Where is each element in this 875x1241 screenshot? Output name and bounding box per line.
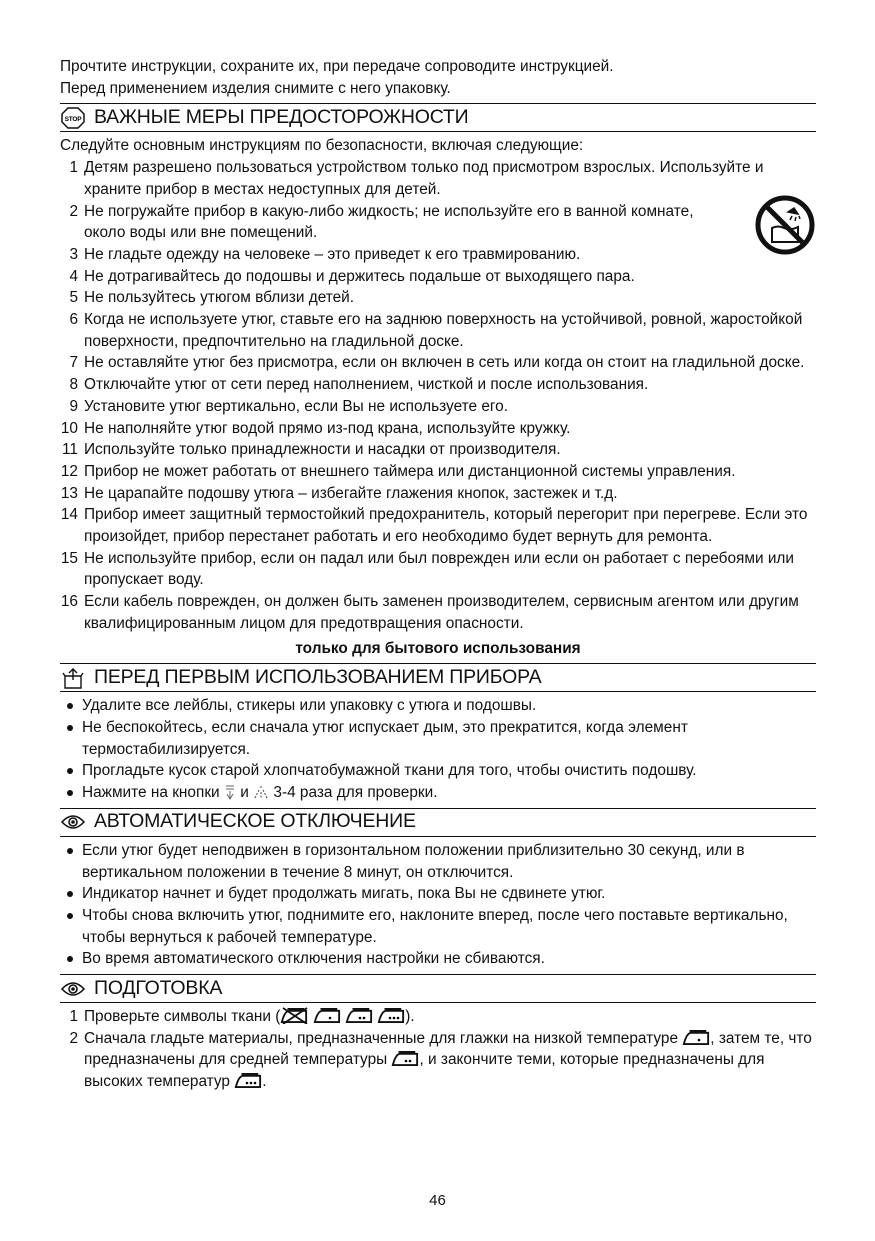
svg-text:STOP: STOP [64, 115, 82, 123]
intro-line: Прочтите инструкции, сохраните их, при передаче сопроводите инструкцией. [60, 58, 614, 75]
item-number: 12 [60, 462, 78, 480]
preparation-list [60, 1006, 816, 1093]
item-text: Во время автоматического отключения настройки не сбиваются. [82, 950, 545, 968]
item-text: Не дотрагивайтесь до подошвы и держитесь подальше от выходящего пара. [84, 267, 635, 285]
item-text: . [262, 1073, 267, 1091]
list-item [60, 591, 816, 634]
list-item [60, 461, 816, 483]
list-item [60, 309, 816, 352]
section-heading-auto-off [60, 808, 816, 837]
list-item [60, 695, 816, 717]
list-item [60, 717, 816, 760]
item-text: Не оставляйте утюг без присмотра, если он включен в сеть или когда он стоит на гладильной доске. [84, 354, 805, 372]
item-text: Прибор имеет защитный термостойкий предохранитель, который перегорит при перегреве. Если это произойдет, прибор перестанет работать и его необходимо будет вернуть для ремонта. [84, 506, 808, 546]
item-text: Не беспокойтесь, если сначала утюг испускает дым, это прекратится, когда элемент термостабилизируется. [82, 718, 688, 758]
item-number: 16 [60, 593, 78, 611]
item-number: 2 [69, 202, 78, 220]
spray-button-icon [253, 784, 269, 800]
item-text: Если утюг будет неподвижен в горизонтальном положении приблизительно 30 секунд, или в вертикальном положении в течение 8 минут, он отключится. [82, 841, 745, 881]
section-title: ПЕРЕД ПЕРВЫМ ИСПОЛЬЗОВАНИЕМ ПРИБОРА [94, 665, 542, 688]
item-text: Установите утюг вертикально, если Вы не используете его. [84, 397, 508, 415]
list-item [60, 504, 816, 547]
item-text: , затем те, что предназначены для средней температуры [84, 1029, 812, 1069]
item-number: 8 [69, 376, 78, 394]
item-number: 13 [60, 484, 78, 502]
section-heading-first-use [60, 663, 816, 692]
eye-icon [60, 811, 86, 833]
item-text: Проверьте символы ткани ( [84, 1008, 281, 1026]
item-text: Нажмите на кнопки [82, 784, 220, 802]
list-item [60, 287, 816, 309]
list-item [60, 244, 816, 266]
item-text: Не погружайте прибор в какую-либо жидкость; не используйте его в ванной комнате, около воды или вне помещений. [84, 202, 694, 242]
item-text: Прогладьте кусок старой хлопчатобумажной ткани для того, чтобы очистить подошву. [82, 762, 697, 780]
item-text: Сначала гладьте материалы, предназначенные для глажки на низкой температуре [84, 1029, 679, 1047]
item-number: 9 [69, 397, 78, 415]
no-bath-warning-icon [754, 194, 816, 263]
first-use-list-last [60, 782, 816, 804]
eye-icon [60, 978, 86, 1000]
unbox-icon [60, 667, 86, 689]
list-item [60, 439, 816, 461]
item-text: Когда не используете утюг, ставьте его на заднюю поверхность на устойчивой, ровной, жаростойкой поверхности, предпочтительно на гладильной доске. [84, 311, 803, 350]
stop-sign-icon [60, 107, 86, 129]
household-use-note: только для бытового использования [295, 639, 581, 657]
list-item: 1 Проверьте символы ткани ( ). [69, 1008, 415, 1026]
first-use-list [60, 695, 816, 782]
section-title: ПОДГОТОВКА [94, 976, 223, 999]
item-number: 11 [62, 441, 78, 459]
iron-low-icon [682, 1029, 710, 1046]
list-item [60, 948, 816, 970]
item-text: Детям разрешено пользоваться устройством только под присмотром взрослых. Используйте и храните прибор в местах недоступных для детей. [84, 159, 764, 198]
item-text: Отключайте утюг от сети перед наполнением, чисткой и после использования. [84, 376, 649, 394]
section-heading-preparation [60, 974, 816, 1003]
item-number: 15 [60, 549, 78, 567]
page-number: 46 [429, 1192, 446, 1209]
item-text: , и закончите теми, которые предназначены для высоких температур [84, 1051, 765, 1091]
document-page [60, 56, 816, 1093]
item-text: ). [405, 1008, 415, 1026]
item-text: Используйте только принадлежности и насадки от производителя. [84, 441, 561, 459]
steam-button-icon [224, 784, 236, 800]
section-title: ВАЖНЫЕ МЕРЫ ПРЕДОСТОРОЖНОСТИ [94, 106, 469, 129]
iron-high-icon [377, 1007, 405, 1024]
list-item [60, 483, 816, 505]
list-item [60, 374, 816, 396]
item-number: 7 [69, 354, 78, 372]
safety-lead: Следуйте основным инструкциям по безопасности, включая следующие: [60, 137, 584, 155]
item-text: Не пользуйтесь утюгом вблизи детей. [84, 289, 355, 307]
iron-low-icon [313, 1007, 341, 1024]
iron-high-icon [234, 1072, 262, 1089]
iron-medium-icon [345, 1007, 373, 1024]
safety-list [60, 157, 816, 634]
list-item: 2 Сначала гладьте материалы, предназначенные для глажки на низкой температуре , затем те, что предназначены для средней температуры , и закончите теми, которые предназначены для высоких температур . [69, 1029, 812, 1091]
item-number: 3 [69, 245, 78, 263]
item-number: 6 [69, 311, 78, 329]
section-title: АВТОМАТИЧЕСКОЕ ОТКЛЮЧЕНИЕ [94, 810, 416, 833]
list-item [60, 396, 816, 418]
list-item [60, 883, 816, 905]
item-text: Прибор не может работать от внешнего таймера или дистанционной системы управления. [84, 462, 736, 480]
item-text: и [240, 784, 249, 802]
list-item [60, 548, 816, 591]
intro-line: Перед применением изделия снимите с него упаковку. [60, 79, 451, 97]
list-item [60, 201, 816, 244]
item-number: 10 [60, 419, 78, 437]
list-item [60, 905, 816, 948]
list-item [60, 352, 816, 374]
section-heading-safety [60, 103, 816, 132]
list-item [60, 418, 816, 440]
item-text: Не используйте прибор, если он падал или был поврежден или если он работает с перебоями или пропускает воду. [84, 549, 795, 589]
item-text: Не царапайте подошву утюга – избегайте глажения кнопок, застежек и т.д. [84, 484, 618, 502]
list-item [60, 840, 816, 883]
item-number: 1 [69, 159, 78, 177]
list-item [60, 782, 816, 804]
auto-off-list [60, 840, 816, 970]
list-item [60, 266, 816, 288]
item-text: Если кабель поврежден, он должен быть заменен производителем, сервисным агентом или другим квалифицированным лицом для предотвращения опасности. [84, 593, 799, 632]
item-number: 4 [69, 267, 78, 285]
list-item [60, 760, 816, 782]
list-item [60, 157, 816, 200]
iron-medium-icon [391, 1050, 419, 1067]
item-text: Чтобы снова включить утюг, поднимите его, наклоните вперед, после чего поставьте вертикально, чтобы вернуться к рабочей температуре. [82, 906, 788, 946]
item-number: 5 [69, 289, 78, 307]
no-iron-icon [280, 1007, 308, 1024]
item-number: 14 [60, 506, 78, 524]
item-text: 3-4 раза для проверки. [273, 784, 438, 802]
item-text: Индикатор начнет и будет продолжать мигать, пока Вы не сдвинете утюг. [82, 885, 606, 903]
item-text: Не гладьте одежду на человеке – это приведет к его травмированию. [84, 245, 581, 263]
item-text: Не наполняйте утюг водой прямо из-под крана, используйте кружку. [84, 419, 571, 437]
item-text: Удалите все лейблы, стикеры или упаковку с утюга и подошвы. [82, 697, 537, 715]
